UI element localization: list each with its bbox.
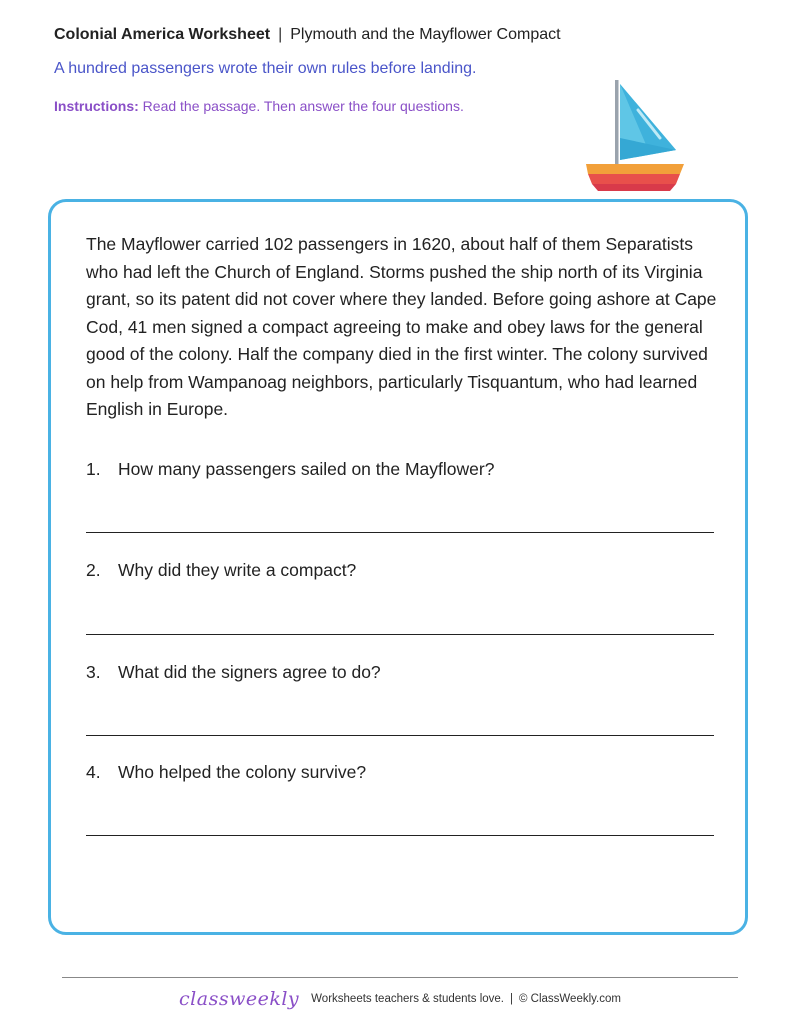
worksheet-title: Colonial America Worksheet: [54, 26, 271, 43]
brand-logo: classweekly: [179, 988, 300, 1010]
question-number: 1.: [86, 459, 101, 479]
footer-divider: [62, 977, 738, 978]
footer: [0, 988, 800, 1010]
question-number: 4.: [86, 762, 101, 782]
header-separator: |: [278, 26, 283, 43]
worksheet-subtitle: A hundred passengers wrote their own rules before landing.: [54, 60, 477, 77]
question-text: Who helped the colony survive?: [118, 762, 367, 782]
question-number: 2.: [86, 560, 101, 580]
answer-line-1[interactable]: [86, 532, 714, 533]
question-3: [86, 662, 381, 683]
answer-line-4[interactable]: [86, 835, 714, 836]
question-text: Why did they write a compact?: [118, 560, 357, 580]
footer-separator: |: [509, 993, 513, 1005]
instructions-label: Instructions:: [54, 98, 139, 114]
answer-line-2[interactable]: [86, 634, 714, 635]
footer-tagline: Worksheets teachers & students love.: [311, 993, 504, 1005]
worksheet-topic: Plymouth and the Mayflower Compact: [290, 26, 561, 43]
footer-copyright: © ClassWeekly.com: [518, 993, 621, 1005]
sailboat-icon: [580, 78, 690, 196]
instructions: [54, 98, 464, 114]
question-text: What did the signers agree to do?: [118, 662, 381, 682]
question-number: 3.: [86, 662, 101, 682]
question-text: How many passengers sailed on the Mayflower?: [118, 459, 495, 479]
reading-passage: The Mayflower carried 102 passengers in 1620, about half of them Separatists who had left the Church of England. Storms pushed the ship north of its Virginia grant, so its patent did not cover where they landed. Before going ashore at Cape Cod, 41 men signed a compact agreeing to make and obey laws for the general good of the colony. Half the company died in the first winter. The colony survived on help from Wampanoag neighbors, particularly Tisquantum, who had learned English in Europe.: [86, 234, 717, 419]
question-2: [86, 560, 356, 581]
instructions-text: Read the passage. Then answer the four questions.: [142, 98, 464, 114]
worksheet-header: [54, 26, 561, 44]
answer-line-3[interactable]: [86, 735, 714, 736]
question-4: [86, 762, 366, 783]
question-1: [86, 459, 494, 480]
